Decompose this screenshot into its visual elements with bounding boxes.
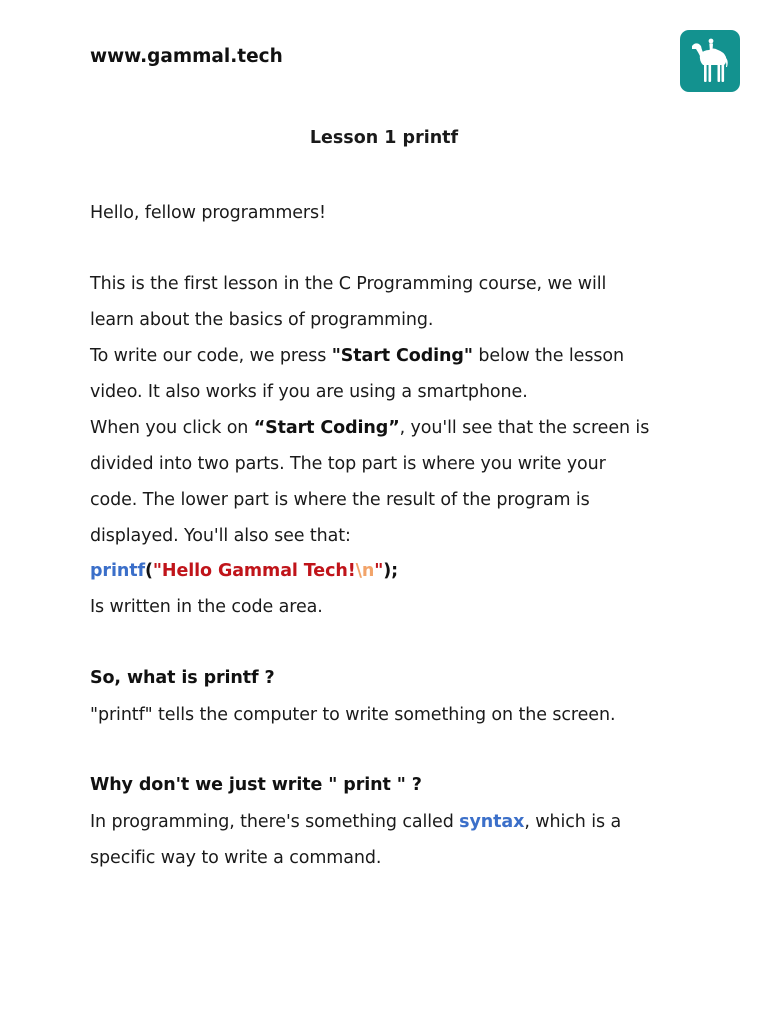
- code-escape: \n: [355, 561, 375, 581]
- intro-line-3-text: To write our code, we press: [90, 346, 332, 366]
- site-url[interactable]: www.gammal.tech: [90, 46, 283, 67]
- code-close: );: [383, 561, 399, 581]
- intro-line-1: This is the first lesson in the C Programming course, we will: [90, 274, 607, 294]
- section-heading-printf: So, what is printf ?: [90, 668, 275, 688]
- code-open-paren: (: [145, 561, 153, 581]
- start-coding-quote: “Start Coding”: [253, 418, 400, 438]
- intro-line-5: [90, 416, 649, 440]
- syntax-link[interactable]: syntax: [459, 812, 525, 832]
- intro-line-5-text: When you click on: [90, 418, 254, 438]
- syntax-line-2: specific way to write a command.: [90, 848, 382, 868]
- code-area-note: Is written in the code area.: [90, 597, 323, 617]
- start-coding-label: "Start Coding": [331, 346, 473, 366]
- lesson-title: Lesson 1 printf: [309, 128, 459, 148]
- code-keyword: printf: [90, 561, 145, 581]
- intro-line-3-tail: below the lesson: [472, 346, 624, 366]
- syntax-line-1-text: In programming, there's something called: [90, 812, 460, 832]
- camel-logo-icon[interactable]: [680, 30, 740, 92]
- intro-line-5-tail: , you'll see that the screen is: [399, 418, 650, 438]
- greeting-text: Hello, fellow programmers!: [90, 203, 326, 223]
- code-sample: [90, 559, 398, 583]
- intro-line-2: learn about the basics of programming.: [90, 310, 434, 330]
- section-heading-print: Why don't we just write " print " ?: [90, 775, 422, 795]
- code-string-end: ": [374, 561, 384, 581]
- code-string: "Hello Gammal Tech!: [152, 561, 356, 581]
- intro-line-4: video. It also works if you are using a smartphone.: [90, 382, 528, 402]
- printf-explanation: "printf" tells the computer to write something on the screen.: [90, 705, 616, 725]
- intro-line-6: divided into two parts. The top part is where you write your: [90, 454, 606, 474]
- intro-line-7: code. The lower part is where the result of the program is: [90, 490, 590, 510]
- syntax-line-1: [90, 810, 621, 834]
- intro-line-8: displayed. You'll also see that:: [90, 526, 351, 546]
- intro-line-3: [90, 344, 624, 368]
- syntax-line-1-tail: , which is a: [524, 812, 622, 832]
